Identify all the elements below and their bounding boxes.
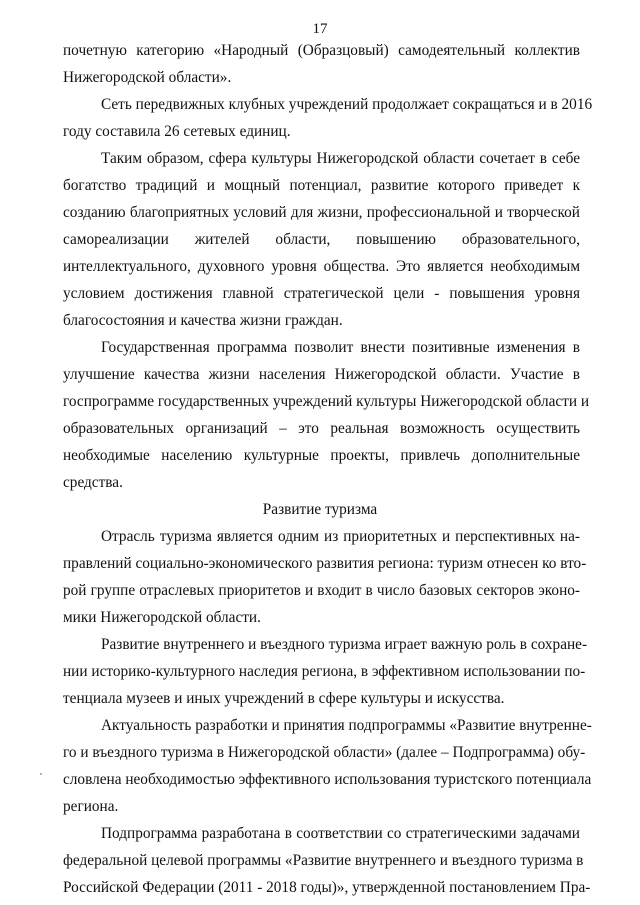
text-line: федеральной целевой программы «Развитие внутреннего и въездного туризма в	[63, 852, 584, 869]
text-line: интеллектуального, духовного уровня общества. Это является необходимым	[63, 258, 580, 275]
text-line: Сеть передвижных клубных учреждений продолжает сокращаться и в 2016	[101, 96, 593, 113]
section-heading: Развитие туризма	[262, 501, 378, 518]
text-line: региона.	[63, 798, 119, 815]
text-line: Отрасль туризма является одним из приоритетных и перспективных на-	[101, 528, 580, 545]
text-line: рой группе отраслевых приоритетов и входит в число базовых секторов эконо-	[63, 582, 580, 599]
text-line: Российской Федерации (2011 - 2018 годы)», утвержденной постановлением Пра-	[63, 879, 591, 896]
text-line: году составила 26 сетевых единиц.	[63, 123, 291, 140]
text-line: почетную категорию «Народный (Образцовый) самодеятельный коллектив	[63, 42, 580, 59]
text-line: тенциала музеев и иных учреждений в сфере культуры и искусства.	[63, 690, 505, 707]
text-line: улучшение качества жизни населения Нижегородской области. Участие в	[63, 366, 580, 383]
page-number: 17	[312, 21, 328, 37]
text-line: правлений социально-экономического развития региона: туризм отнесен ко вто-	[63, 555, 587, 572]
text-line: мики Нижегородской области.	[63, 609, 261, 626]
text-line: условием достижения главной стратегической цели - повышения уровня	[63, 285, 580, 302]
text-line: благосостояния и качества жизни граждан.	[63, 312, 343, 329]
text-line: образовательных организаций – это реальная возможность осуществить	[63, 420, 580, 437]
scan-speck	[40, 773, 42, 775]
text-line: Развитие внутреннего и въездного туризма играет важную роль в сохране-	[101, 636, 588, 653]
text-line: созданию благоприятных условий для жизни, профессиональной и творческой	[63, 204, 580, 221]
text-line: Нижегородской области».	[63, 69, 232, 86]
text-line: Актуальность разработки и принятия подпрограммы «Развитие внутренне-	[101, 717, 592, 734]
text-line: нии историко-культурного наследия региона, в эффективном использовании по-	[63, 663, 586, 680]
text-line: необходимые населению культурные проекты, привлечь дополнительные	[63, 447, 580, 464]
text-line: го и въездного туризма в Нижегородской области» (далее – Подпрограмма) обу-	[63, 744, 586, 761]
text-line: словлена необходимостью эффективного использования туристского потенциала	[63, 771, 592, 788]
text-line: Подпрограмма разработана в соответствии со стратегическими задачами	[101, 825, 580, 842]
text-line: богатство традиций и мощный потенциал, развитие которого приведет к	[63, 177, 580, 194]
text-line: самореализации жителей области, повышению образовательного,	[63, 231, 580, 248]
text-line: Государственная программа позволит внести позитивные изменения в	[101, 339, 580, 356]
text-line: госпрограмме государственных учреждений культуры Нижегородской области и	[63, 393, 590, 410]
text-line: Таким образом, сфера культуры Нижегородской области сочетает в себе	[101, 150, 580, 167]
text-line: средства.	[63, 474, 123, 491]
